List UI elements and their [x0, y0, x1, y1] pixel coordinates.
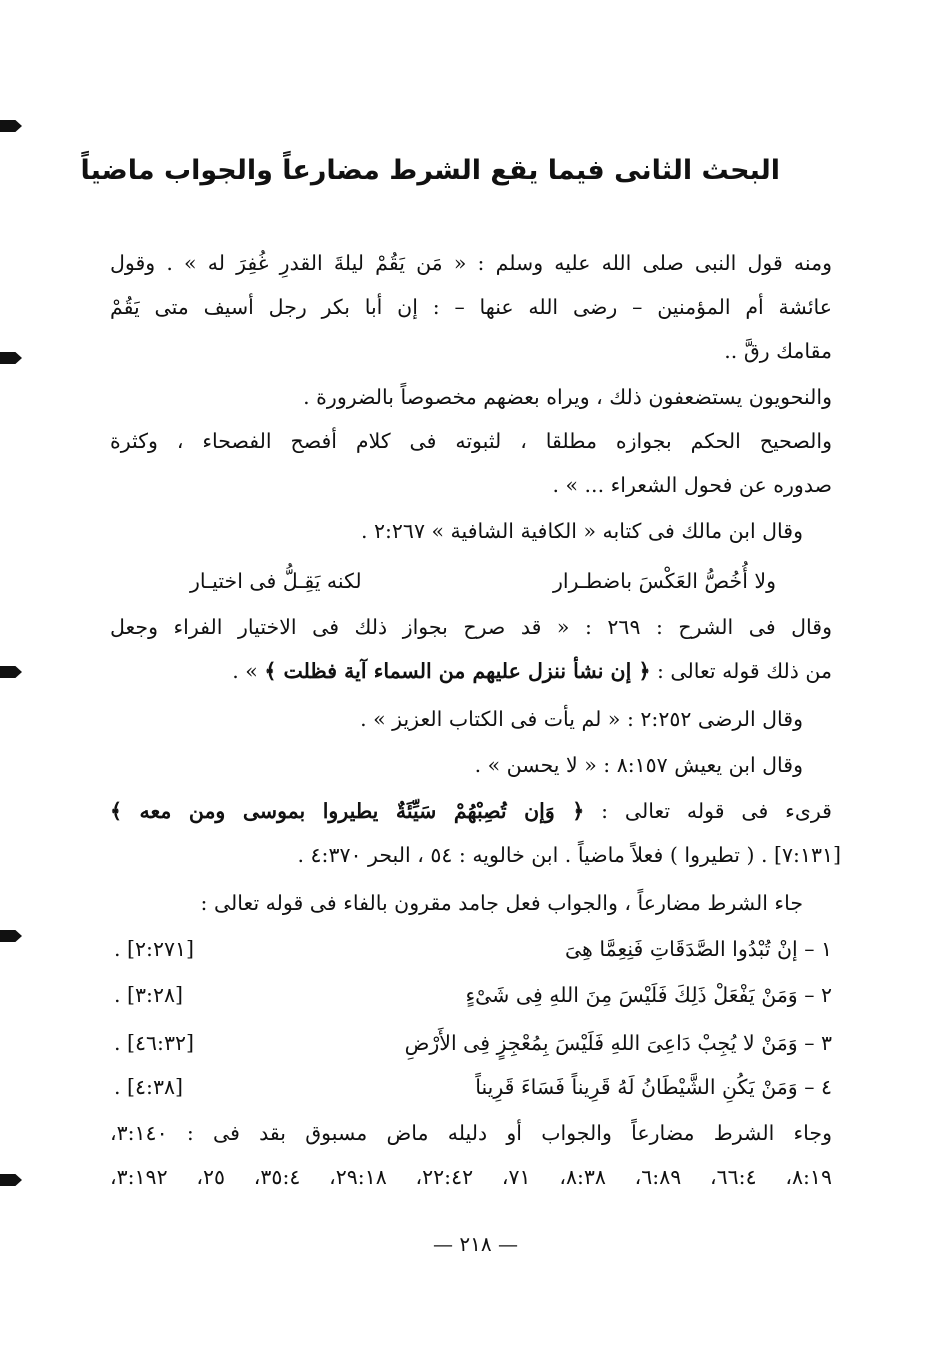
margin-marker-icon [0, 666, 22, 678]
paragraph-line: وقال فى الشرح : ٢٦٩ : « قد صرح بجواز ذلك فى الاختيار الفراء وجعل [110, 615, 832, 639]
example-text: ٢ – وَمَنْ يَفْعَلْ ذَلِكَ فَلَيْسَ مِنَ اللهِ فِى شَىْءٍ [465, 983, 832, 1007]
paragraph-line: صدوره عن فحول الشعراء ... » . [552, 473, 832, 497]
paragraph-line: وقال الرضى ٢:٢٥٢ : « لم يأت فى الكتاب العزيز » . [360, 707, 803, 731]
paragraph-line: جاء الشرط مضارعاً ، والجواب فعل جامد مقرون بالفاء فى قوله تعالى : [200, 891, 803, 915]
paragraph-line: وقال ابن يعيش ٨:١٥٧ : « لا يحسن » . [474, 753, 803, 777]
margin-marker-icon [0, 930, 22, 942]
paragraph-text: » . [232, 659, 265, 683]
paragraph-line: والنحويون يستضعفون ذلك ، ويراه بعضهم مخصوصاً بالضرورة . [303, 385, 832, 409]
paragraph-text: قرىء فى قوله تعالى : [584, 799, 832, 823]
paragraph-line [232, 656, 832, 686]
paragraph-line [110, 796, 832, 826]
quran-quote: ﴿ إن نشأ ننزل عليهم من السماء آية فظلت ﴾ [264, 659, 651, 683]
section-title: البحث الثانى فيما يقع الشرط مضارعاً والجواب ماضياً [80, 155, 780, 186]
margin-marker-icon [0, 120, 22, 132]
example-text: ٤ – وَمَنْ يَكُنِ الشَّيْطَانُ لَهُ قَرِيناً فَسَاءَ قَرِيناً [475, 1075, 832, 1099]
paragraph-line: [٧:١٣١] . ( تطيروا ) فعلاً ماضياً . ابن خالويه : ٥٤ ، البحر ٤:٣٧٠ . [297, 843, 841, 867]
quran-quote: ﴿ وَإن تُصِبْهُمْ سَيِّئَةٌ يطيروا بموسى ومن معه ﴾ [110, 799, 585, 823]
paragraph-line: ومنه قول النبى صلى الله عليه وسلم : « مَن يَقُمْ ليلةَ القدرِ غُفِرَ له » . وقول [110, 251, 832, 275]
paragraph-line: ٨:١٩، ٦٦:٤، ٦:٨٩، ٨:٣٨، ٧١، ٢٢:٤٢، ٢٩:١٨، ٣٥:٤، ٢٥، ٣:١٩٢، [110, 1165, 832, 1189]
paragraph-line: وقال ابن مالك فى كتابه « الكافية الشافية » ٢:٢٦٧ . [360, 519, 803, 543]
example-text: ٣ – وَمَنْ لا يُجِبْ دَاعِىَ اللهِ فَلَيْسَ بِمُعْجِزٍ فِى الأَرْضِ [404, 1031, 832, 1055]
example-ref: [٣:٢٨] . [114, 983, 183, 1007]
example-text: ١ – إنْ تُبْدُوا الصَّدَقَاتِ فَنِعِمَّا هِىَ [564, 937, 832, 961]
paragraph-line: مقامك رقَّ .. [724, 339, 832, 363]
paragraph-line: والصحيح الحكم بجوازه مطلقا ، لثبوته فى كلام أفصح الفصحاء ، وكثرة [110, 429, 832, 453]
margin-marker-icon [0, 1174, 22, 1186]
paragraph-line: عائشة أم المؤمنين – رضى الله عنها – : إن أبا بكر رجل أسيف متى يَقُمْ [110, 295, 832, 319]
example-ref: [٤٦:٣٢] . [114, 1031, 194, 1055]
page-number: — ٢١٨ — [433, 1232, 518, 1256]
verse-hemistich-left: لكنه يَقِـلُّ فى اختيـار [190, 569, 362, 593]
paragraph-text: من ذلك قوله تعالى : [650, 659, 832, 683]
paragraph-line: وجاء الشرط مضارعاً والجواب أو دليله ماض مسبوق بقد فى : ٣:١٤٠، [110, 1121, 832, 1145]
margin-marker-icon [0, 352, 22, 364]
verse-hemistich-right: ولا أُخُصُّ العَكْسَ باضطـرار [553, 569, 776, 593]
example-ref: [٢:٢٧١] . [114, 937, 194, 961]
example-ref: [٤:٣٨] . [114, 1075, 183, 1099]
